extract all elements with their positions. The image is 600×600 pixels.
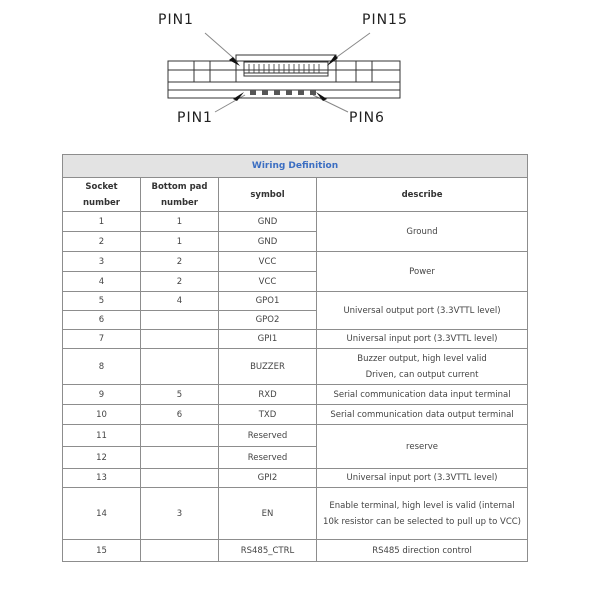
table-title: Wiring Definition xyxy=(63,155,528,178)
describe-cell: Power xyxy=(317,252,528,292)
symbol-cell: TXD xyxy=(219,405,317,425)
socket-cell: 3 xyxy=(63,252,141,272)
symbol-cell: VCC xyxy=(219,272,317,292)
socket-cell: 13 xyxy=(63,469,141,488)
pin1-bottom-label: PIN1 xyxy=(177,110,213,126)
symbol-cell: BUZZER xyxy=(219,349,317,385)
table-row xyxy=(63,540,528,562)
table-row xyxy=(63,349,528,385)
pin6-label: PIN6 xyxy=(349,110,385,126)
pad-cell: 1 xyxy=(141,232,219,252)
pad-cell xyxy=(141,469,219,488)
pad-cell xyxy=(141,447,219,469)
socket-cell: 14 xyxy=(63,488,141,540)
describe-cell: Ground xyxy=(317,212,528,252)
socket-cell: 7 xyxy=(63,330,141,349)
symbol-cell: Reserved xyxy=(219,447,317,469)
symbol-cell: EN xyxy=(219,488,317,540)
header-symbol: symbol xyxy=(219,178,317,212)
symbol-cell: GPO2 xyxy=(219,311,317,330)
describe-cell: Universal output port (3.3VTTL level) xyxy=(317,292,528,330)
table-row xyxy=(63,252,528,272)
socket-cell: 2 xyxy=(63,232,141,252)
describe-cell: Serial communication data input terminal xyxy=(317,385,528,405)
socket-cell: 15 xyxy=(63,540,141,562)
pad-cell: 5 xyxy=(141,385,219,405)
symbol-cell: GPI1 xyxy=(219,330,317,349)
pad-cell xyxy=(141,540,219,562)
connector-drawing xyxy=(0,0,600,140)
pin1-top-label: PIN1 xyxy=(158,12,194,28)
table-row xyxy=(63,330,528,349)
table-row xyxy=(63,469,528,488)
socket-cell: 4 xyxy=(63,272,141,292)
pad-cell: 1 xyxy=(141,212,219,232)
symbol-cell: RS485_CTRL xyxy=(219,540,317,562)
table-row xyxy=(63,292,528,311)
socket-cell: 8 xyxy=(63,349,141,385)
pad-cell: 3 xyxy=(141,488,219,540)
describe-cell: reserve xyxy=(317,425,528,469)
symbol-cell: GND xyxy=(219,232,317,252)
pad-cell: 6 xyxy=(141,405,219,425)
describe-cell: RS485 direction control xyxy=(317,540,528,562)
pad-cell: 4 xyxy=(141,292,219,311)
symbol-cell: GPI2 xyxy=(219,469,317,488)
describe-cell: Serial communication data output terminal xyxy=(317,405,528,425)
pad-cell xyxy=(141,349,219,385)
table-row xyxy=(63,385,528,405)
wiring-definition-table xyxy=(62,154,528,562)
header-bottom-pad-number: Bottom pad number xyxy=(141,178,219,212)
socket-cell: 10 xyxy=(63,405,141,425)
connector-diagram xyxy=(0,0,600,140)
socket-cell: 6 xyxy=(63,311,141,330)
header-describe: describe xyxy=(317,178,528,212)
pin15-label: PIN15 xyxy=(362,12,408,28)
describe-cell: Universal input port (3.3VTTL level) xyxy=(317,330,528,349)
table-row xyxy=(63,212,528,232)
pad-cell: 2 xyxy=(141,252,219,272)
pad-cell xyxy=(141,425,219,447)
describe-cell: Buzzer output, high level valid Driven, can output current xyxy=(317,349,528,385)
socket-cell: 9 xyxy=(63,385,141,405)
table-row xyxy=(63,488,528,540)
socket-cell: 1 xyxy=(63,212,141,232)
describe-cell: Enable terminal, high level is valid (internal 10k resistor can be selected to pull up to VCC) xyxy=(317,488,528,540)
pad-cell xyxy=(141,311,219,330)
symbol-cell: Reserved xyxy=(219,425,317,447)
socket-cell: 11 xyxy=(63,425,141,447)
describe-cell: Universal input port (3.3VTTL level) xyxy=(317,469,528,488)
symbol-cell: GND xyxy=(219,212,317,232)
pad-cell: 2 xyxy=(141,272,219,292)
symbol-cell: VCC xyxy=(219,252,317,272)
table-row xyxy=(63,405,528,425)
symbol-cell: GPO1 xyxy=(219,292,317,311)
socket-cell: 5 xyxy=(63,292,141,311)
socket-cell: 12 xyxy=(63,447,141,469)
pad-cell xyxy=(141,330,219,349)
symbol-cell: RXD xyxy=(219,385,317,405)
header-socket-number: Socket number xyxy=(63,178,141,212)
wiring-table-container xyxy=(62,154,527,562)
table-row xyxy=(63,425,528,447)
